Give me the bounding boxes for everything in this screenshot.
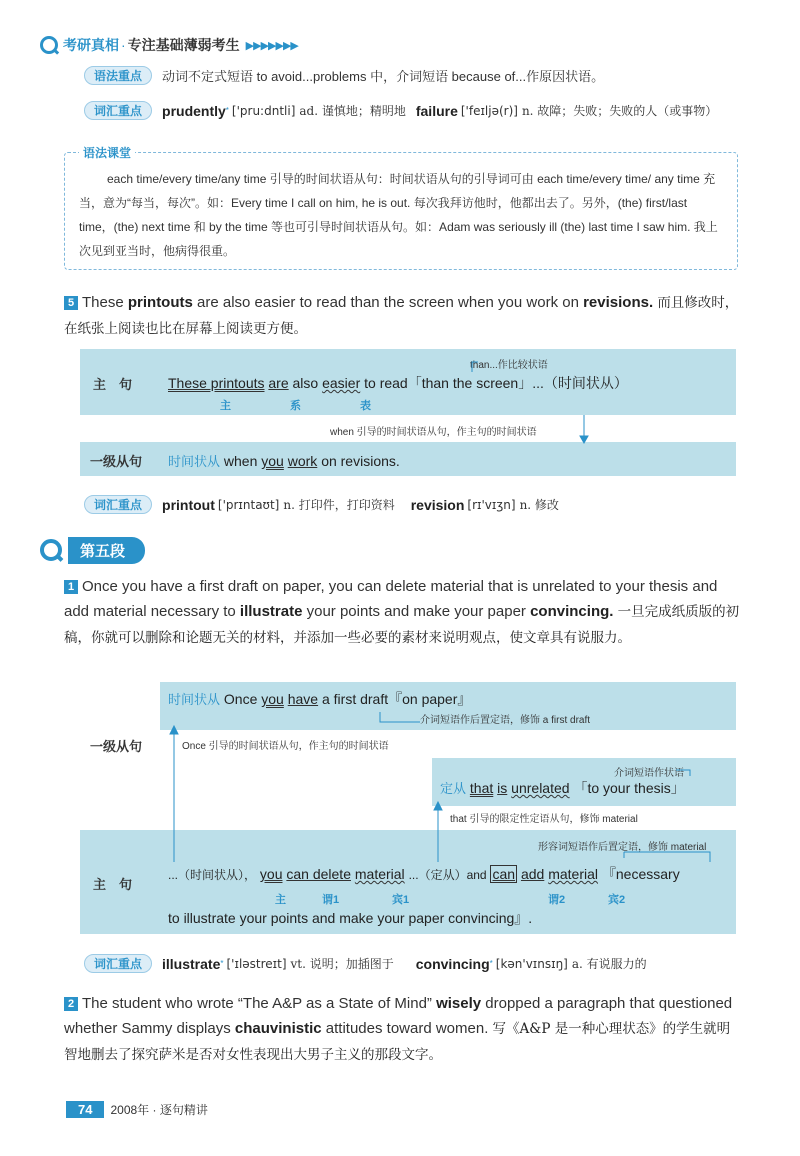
section-title: 第五段 (68, 537, 145, 564)
sub1-label: 一级从句 (90, 739, 143, 754)
vocab-phonetic: ['pru:dntli] (231, 103, 296, 118)
note-once: Once 引导的时间状语从句，作主句的时间状语 (182, 741, 389, 752)
brand-name: 考研真相 (63, 37, 119, 53)
page-footer (66, 1101, 208, 1118)
vocab-word: revision (410, 496, 465, 513)
vocab-definition: vt. 说明；加插图于 (290, 957, 394, 971)
sub-clause-sentence: 时间状从 when you work on revisions. (168, 453, 400, 469)
page-number: 74 (66, 1101, 104, 1118)
role-linking: 系 (290, 400, 301, 412)
vocab-definition: n. 故障；失败；失败的人（或事物） (521, 104, 718, 118)
vocab-word: convincing (415, 955, 490, 972)
note-prep: 介词短语作状语 (614, 768, 684, 779)
main-clause-label: 主 句 (93, 377, 133, 392)
footer-text: 2008年 · 逐句精讲 (110, 1103, 208, 1117)
grammar-point-text: 动词不定式短语 to avoid...problems 中，介词短语 because of...作原因状语。 (162, 69, 605, 84)
note-on-paper: 介词短语作后置定语，修饰 a first draft (420, 715, 591, 726)
vocab-row-1: 词汇重点 prudently * ['pru:dntli] ad. 谨慎地；精明地 failure ['feɪljə(r)] n. 故障；失败；失败的人（或事物） (84, 101, 717, 120)
sub1-sentence: 时间状从 Once you have a first draft『on paper』 (168, 691, 472, 707)
note-when: when 引导的时间状语从句，作主句的时间状语 (330, 427, 537, 438)
vocab-definition: a. 有说服力的 (571, 957, 647, 971)
role-subject: 主 (220, 400, 231, 412)
vocab-phonetic: [kən'vɪnsɪŋ] (495, 956, 568, 971)
sentence-5: 5 These printouts are also easier to read than the screen when you work on revisions. 而且修改时，在纸张上阅读也比在屏幕上阅读更方便。 (64, 294, 739, 337)
note-that: that 引导的限定性定语从句，修饰 material (450, 814, 638, 825)
role-object-2: 宾2 (608, 894, 626, 906)
main-clause-line-2: to illustrate your points and make your paper convincing』. (168, 910, 533, 926)
role-complement: 表 (360, 400, 371, 412)
vocab-tag: 词汇重点 (84, 954, 152, 973)
vocab-phonetic: ['ɪləstreɪt] (226, 956, 287, 971)
sentence-translation: 而且修改时，在纸张上阅读也比在屏幕上阅读更方便。 (64, 295, 739, 337)
sentence-2: 2 The student who wrote “The A&P as a State of Mind” wisely dropped a paragraph that questioned whether Sammy displays chauvinistic attitudes toward women. 写《A&P 是一种心理状态》的学生就明智地删去了探究萨米是否对女性表现出大男子主义的那段文字。 (64, 995, 733, 1063)
sub-clause-label: 一级从句 (90, 454, 143, 469)
grammar-point-tag: 语法重点 (84, 66, 152, 85)
role-object-1: 宾1 (392, 894, 410, 906)
vocab-word: failure (415, 102, 458, 119)
sentence-1: 1 Once you have a first draft on paper, you can delete material that is unrelated to your thesis and add material necessary to illustrate your points and make your paper convincing. 一旦完成纸质版的初稿，你就可以删除和论题无关的材料，并添加一些必要的素材来说明观点，使文章具有说服力。 (64, 578, 740, 646)
sentence-number: 1 (64, 580, 78, 594)
note-than: than...作比较状语 (470, 360, 548, 371)
vocab-definition: n. 修改 (519, 498, 559, 512)
role-verb-1: 谓1 (322, 894, 340, 906)
arrow-decoration-icon: ▶▶▶▶▶▶▶ (245, 39, 298, 52)
vocab-word: illustrate (162, 955, 221, 972)
vocab-phonetic: [rɪ'vɪʒn] (467, 497, 516, 512)
sentence-translation: 一旦完成纸质版的初稿，你就可以删除和论题无关的材料，并添加一些必要的素材来说明观点，使文章具有说服力。 (64, 604, 740, 646)
main-clause-label-2: 主 句 (93, 877, 133, 892)
vocab-phonetic: ['feɪljə(r)] (460, 103, 518, 118)
vocab-word: prudently (162, 102, 226, 119)
vocab-row-3: 词汇重点 illustrate * ['ɪləstreɪt] vt. 说明；加插图于 convincing * [kən'vɪnsɪŋ] a. 有说服力的 (84, 954, 647, 973)
role-subject: 主 (275, 894, 286, 906)
note-adj: 形容词短语作后置定语，修饰 material (538, 842, 707, 853)
vocab-tag: 词汇重点 (84, 101, 152, 120)
vocab-word: printout (162, 496, 215, 513)
role-verb-2: 谓2 (548, 894, 566, 906)
sentence-number: 2 (64, 997, 78, 1011)
rel-clause-sentence: 定从 that is unrelated 「to your thesis」 (440, 780, 685, 796)
sentence-translation: 写《A&P 是一种心理状态》的学生就明智地删去了探究萨米是否对女性表现出大男子主义的那段文字。 (64, 1021, 731, 1063)
page-header: 考研真相 · 专注基础薄弱考生 ▶▶▶▶▶▶▶ (40, 34, 298, 56)
main-clause-sentence: These printouts are also easier to read「than the screen」...（时间状从） (168, 375, 628, 391)
header-slogan: 专注基础薄弱考生 (127, 37, 240, 53)
grammar-class-body: each time/every time/any time 引导的时间状语从句：时间状语从句的引导词可由 each time/every time/ any time 充当，意为“每当，每次”。如：Every time I call on him, he is out. 每次我拜访他时，他都出去了。另外，(the) first/last time，(the) next time 和 by the time 等也可引导时间状语从句。如：Adam was seriously ill (the) last time I saw him. 我上次见到亚当时，他病得很重。 (79, 172, 718, 258)
sentence-number: 5 (64, 296, 78, 310)
grammar-class-label: 语法课堂 (79, 144, 135, 161)
main-clause-sentence-2: ...（时间状从）， you can delete material ...（定从）and can add material 『necessary (168, 866, 680, 882)
vocab-tag: 词汇重点 (84, 495, 152, 514)
vocab-phonetic: ['prɪntaʊt] (217, 497, 280, 512)
vocab-definition: ad. 谨慎地；精明地 (299, 104, 406, 118)
vocab-definition: n. 打印件，打印资料 (283, 498, 395, 512)
